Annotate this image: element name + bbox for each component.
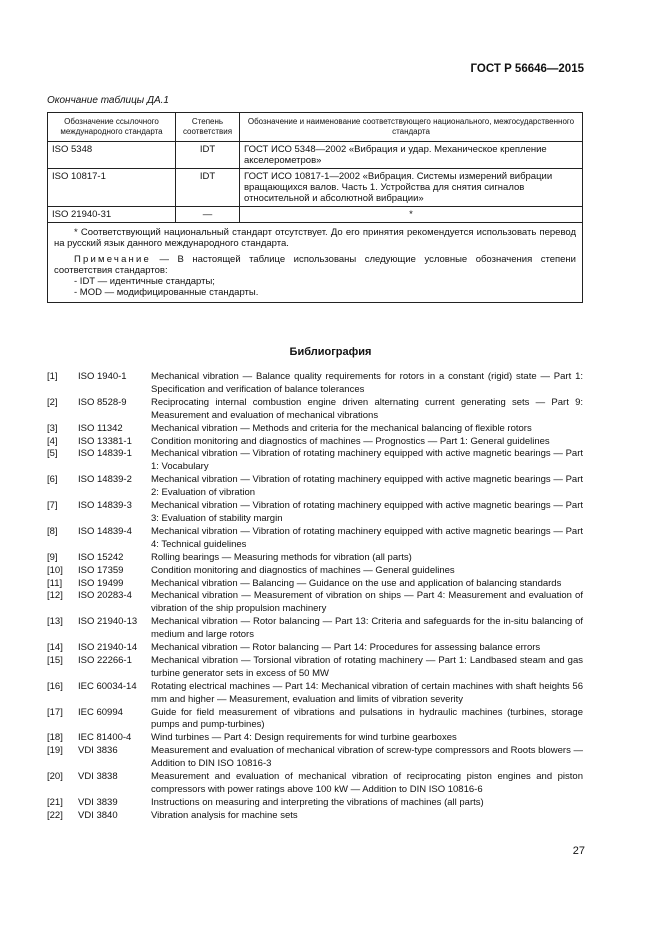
national-standard-cell: * bbox=[240, 207, 583, 223]
bibliography-entry bbox=[47, 500, 583, 526]
entry-title: Condition monitoring and diagnostics of machines — General guidelines bbox=[151, 564, 455, 576]
entry-standard: ISO 22266-1 bbox=[78, 654, 132, 666]
entry-title: Mechanical vibration — Vibration of rotating machinery equipped with active magnetic bearings — Part 4: Technical guidelines bbox=[151, 525, 583, 550]
bibliography-entry bbox=[47, 578, 583, 591]
entry-number: [20] bbox=[47, 771, 63, 783]
bibliography-entry bbox=[47, 552, 583, 565]
entry-title: Mechanical vibration — Rotor balancing — Part 13: Criteria and safeguards for the in-situ balancing of medium and large rotors bbox=[151, 616, 583, 641]
entry-title: Wind turbines — Part 4: Design requirements for wind turbine gearboxes bbox=[151, 732, 457, 744]
standard-cell: ISO 21940-31 bbox=[48, 207, 176, 223]
entry-title: Measurement and evaluation of mechanical vibration of screw-type compressors and Roots blowers — Addition to DIN ISO 10816-3 bbox=[151, 745, 583, 770]
entry-title: Reciprocating internal combustion engine driven alternating current generating sets — Part 9: Measurement and evaluation of mechanical vibrations bbox=[151, 396, 583, 421]
entry-number: [17] bbox=[47, 706, 63, 718]
table-row bbox=[48, 169, 583, 207]
entry-number: [18] bbox=[47, 732, 63, 744]
national-standard-cell: ГОСТ ИСО 5348—2002 «Вибрация и удар. Механическое крепление акселерометров» bbox=[240, 142, 583, 169]
entry-standard: ISO 14839-3 bbox=[78, 500, 132, 512]
entry-number: [7] bbox=[47, 500, 58, 512]
degree-cell: IDT bbox=[176, 142, 240, 169]
entry-standard: VDI 3836 bbox=[78, 745, 118, 757]
document-code: ГОСТ Р 56646—2015 bbox=[470, 63, 584, 75]
entry-standard: VDI 3840 bbox=[78, 809, 118, 821]
bibliography-entry bbox=[47, 590, 583, 616]
bibliography-entry bbox=[47, 797, 583, 810]
note-paragraph bbox=[54, 254, 576, 276]
entry-number: [5] bbox=[47, 448, 58, 460]
entry-standard: ISO 14839-4 bbox=[78, 525, 132, 537]
footnote: * Соответствующий национальный стандарт отсутствует. До его принятия рекомендуется использовать перевод на русский язык данного международного стандарта. bbox=[54, 227, 576, 249]
bibliography-entry bbox=[47, 642, 583, 655]
entry-standard: ISO 19499 bbox=[78, 577, 124, 589]
table-note-row bbox=[48, 223, 583, 303]
entry-standard: ISO 17359 bbox=[78, 564, 124, 576]
entry-title: Mechanical vibration — Measurement of vibration on ships — Part 4: Measurement and evaluation of vibration of the ship propulsion machinery bbox=[151, 590, 583, 615]
entry-standard: IEC 60034-14 bbox=[78, 680, 137, 692]
bibliography-title: Библиография bbox=[289, 346, 372, 358]
entry-title: Rotating electrical machines — Part 14: Mechanical vibration of certain machines with shaft heights 56 mm and higher — Measurement, evaluation and limits of vibration severity bbox=[151, 680, 583, 705]
entry-title: Mechanical vibration — Rotor balancing — Part 14: Procedures for assessing balance errors bbox=[151, 642, 541, 654]
entry-number: [2] bbox=[47, 396, 58, 408]
entry-standard: IEC 81400-4 bbox=[78, 732, 132, 744]
table-header-row bbox=[48, 113, 583, 142]
bibliography-entry bbox=[47, 707, 583, 733]
entry-number: [13] bbox=[47, 616, 63, 628]
entry-standard: ISO 20283-4 bbox=[78, 590, 132, 602]
entry-title: Measurement and evaluation of mechanical vibration of reciprocating piston engines and piston compressors with power ratings above 100 kW — Addition to DIN ISO 10816-6 bbox=[151, 771, 583, 795]
bibliography-entry bbox=[47, 810, 583, 823]
entry-number: [11] bbox=[47, 577, 63, 589]
bibliography-entry bbox=[47, 448, 583, 474]
entry-standard: VDI 3839 bbox=[78, 796, 118, 808]
table-row bbox=[48, 142, 583, 169]
entry-number: [6] bbox=[47, 474, 58, 486]
entry-standard: VDI 3838 bbox=[78, 771, 118, 783]
note-text: — В настоящей таблице использованы следующие условные обозначения степени соответствия стандартов: bbox=[54, 254, 576, 276]
degree-cell: — bbox=[176, 207, 240, 223]
entry-number: [12] bbox=[47, 590, 63, 602]
correspondence-table bbox=[47, 112, 583, 303]
bibliography-entry bbox=[47, 745, 583, 771]
entry-standard: ISO 15242 bbox=[78, 551, 124, 563]
entry-title: Condition monitoring and diagnostics of machines — Prognostics — Part 1: General guidelines bbox=[151, 435, 550, 447]
entry-number: [14] bbox=[47, 642, 63, 654]
entry-standard: ISO 8528-9 bbox=[78, 396, 127, 408]
bibliography-list bbox=[47, 371, 583, 823]
entry-number: [19] bbox=[47, 745, 63, 757]
entry-standard: ISO 14839-2 bbox=[78, 474, 132, 486]
entry-title: Mechanical vibration — Vibration of rotating machinery equipped with active magnetic bearings — Part 1: Vocabulary bbox=[151, 448, 583, 473]
bibliography-entry bbox=[47, 526, 583, 552]
bibliography-entry bbox=[47, 436, 583, 449]
entry-number: [9] bbox=[47, 551, 58, 563]
entry-standard: ISO 21940-13 bbox=[78, 616, 138, 628]
column-header: Обозначение ссылочного международного стандарта bbox=[48, 113, 176, 142]
entry-number: [15] bbox=[47, 654, 63, 666]
bibliography-entry bbox=[47, 474, 583, 500]
note-item: - IDT — идентичные стандарты; bbox=[74, 276, 215, 287]
entry-number: [16] bbox=[47, 680, 63, 692]
entry-title: Mechanical vibration — Vibration of rotating machinery equipped with active magnetic bearings — Part 2: Evaluation of vibration bbox=[151, 474, 583, 499]
column-header: Обозначение и наименование соответствующего национального, межгосударственного стандарта bbox=[240, 113, 583, 142]
entry-number: [8] bbox=[47, 525, 58, 537]
degree-cell: IDT bbox=[176, 169, 240, 207]
standard-cell: ISO 10817-1 bbox=[48, 169, 176, 207]
note-label: Примечание bbox=[74, 254, 151, 265]
entry-standard: ISO 14839-1 bbox=[78, 448, 132, 460]
bibliography-entry bbox=[47, 681, 583, 707]
national-standard-cell: ГОСТ ИСО 10817-1—2002 «Вибрация. Системы измерений вибрации вращающихся валов. Часть 1. Устройства для снятия сигналов относительной и абсолютной вибрации» bbox=[240, 169, 583, 207]
entry-standard: ISO 13381-1 bbox=[78, 435, 132, 447]
bibliography-entry bbox=[47, 616, 583, 642]
page-number: 27 bbox=[572, 845, 585, 857]
entry-standard: ISO 11342 bbox=[78, 422, 123, 434]
entry-number: [21] bbox=[47, 796, 63, 808]
entry-number: [22] bbox=[47, 809, 63, 821]
bibliography-entry bbox=[47, 771, 583, 797]
bibliography-entry bbox=[47, 397, 583, 423]
entry-standard: ISO 1940-1 bbox=[78, 371, 127, 382]
entry-number: [1] bbox=[47, 371, 58, 382]
entry-title: Guide for field measurement of vibrations and pulsations in hydraulic machines (turbines, storage pumps and pump-turbines) bbox=[151, 706, 583, 731]
entry-standard: IEC 60994 bbox=[78, 706, 123, 718]
standard-cell: ISO 5348 bbox=[48, 142, 176, 169]
entry-number: [3] bbox=[47, 422, 58, 434]
entry-title: Rolling bearings — Measuring methods for vibration (all parts) bbox=[151, 551, 412, 563]
bibliography-entry bbox=[47, 732, 583, 745]
bibliography-entry bbox=[47, 565, 583, 578]
entry-title: Vibration analysis for machine sets bbox=[151, 809, 298, 821]
table-note bbox=[48, 223, 583, 303]
bibliography-entry bbox=[47, 371, 583, 397]
entry-standard: ISO 21940-14 bbox=[78, 642, 138, 654]
table-caption: Окончание таблицы ДА.1 bbox=[47, 95, 169, 106]
entry-title: Mechanical vibration — Balance quality requirements for rotors in a constant (rigid) state — Part 1: Specification and verification of balance tolerances bbox=[151, 371, 583, 395]
column-header: Степень соответствия bbox=[176, 113, 240, 142]
entry-title: Mechanical vibration — Methods and criteria for the mechanical balancing of flexible rotors bbox=[151, 422, 532, 434]
note-item: - MOD — модифицированные стандарты. bbox=[74, 287, 259, 298]
bibliography-entry bbox=[47, 655, 583, 681]
entry-title: Mechanical vibration — Torsional vibration of rotating machinery — Part 1: Landbased steam and gas turbine generator sets in excess of 50 MW bbox=[151, 654, 583, 679]
entry-title: Mechanical vibration — Vibration of rotating machinery equipped with active magnetic bearings — Part 3: Evaluation of stability margin bbox=[151, 500, 583, 524]
entry-title: Mechanical vibration — Balancing — Guidance on the use and application of balancing standards bbox=[151, 577, 562, 589]
entry-title: Instructions on measuring and interpreting the vibrations of machines (all parts) bbox=[151, 796, 484, 808]
entry-number: [4] bbox=[47, 435, 58, 447]
bibliography-entry bbox=[47, 423, 583, 436]
entry-number: [10] bbox=[47, 564, 63, 576]
table-row bbox=[48, 207, 583, 223]
